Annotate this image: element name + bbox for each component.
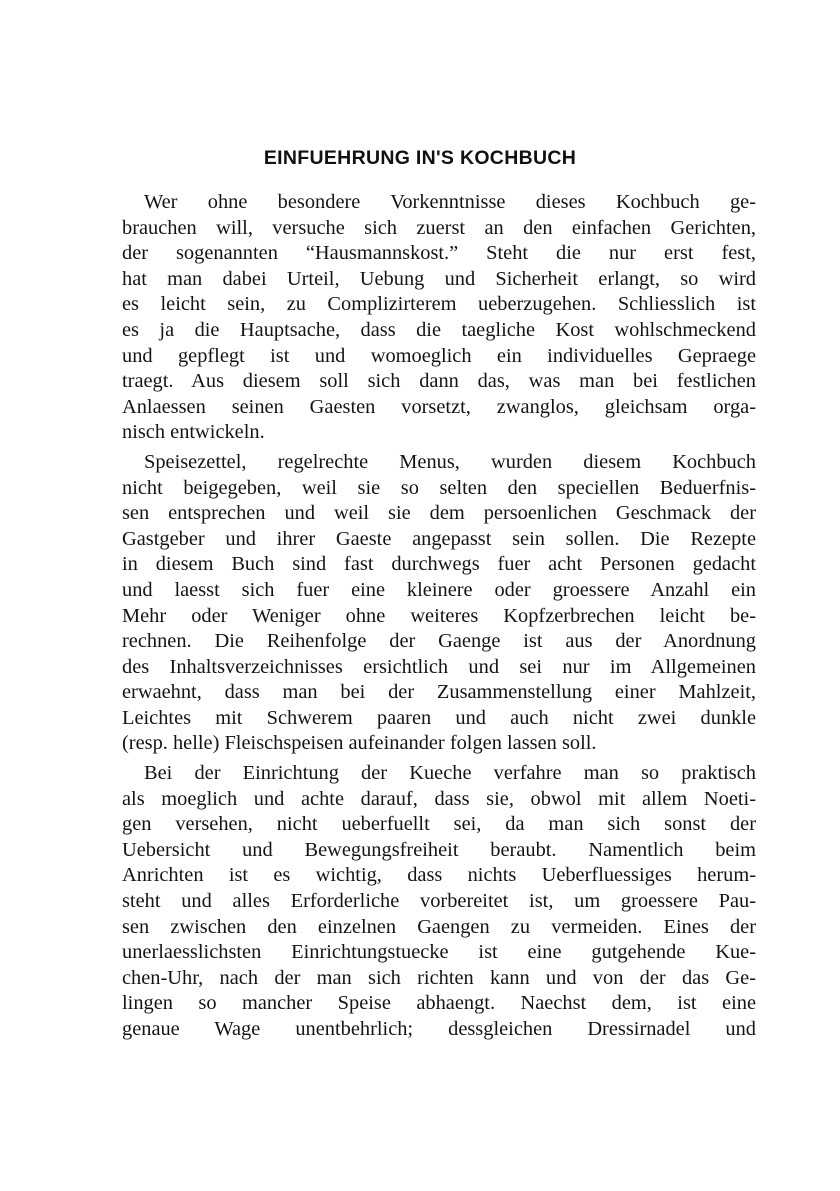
text-line: nicht beigegeben, weil sie so selten den speciellen Beduerfnis- (122, 476, 756, 499)
text-line: rechnen. Die Reihenfolge der Gaenge ist aus der Anordnung (122, 630, 756, 653)
text-line: (resp. helle) Fleischspeisen aufeinander folgen lassen soll. (122, 732, 597, 755)
text-line: Uebersicht und Bewegungsfreiheit beraubt. Namentlich beim (122, 838, 756, 861)
text-line: genaue Wage unentbehrlich; dessgleichen Dressirnadel und (122, 1018, 756, 1040)
text-line: brauchen will, versuche sich zuerst an den einfachen Gerichten, (122, 216, 756, 239)
text-line: gen versehen, nicht ueberfuellt sei, da man sich sonst der (122, 813, 756, 836)
text-line: hat man dabei Urteil, Uebung und Sicherheit erlangt, so wird (122, 267, 756, 290)
body-text (122, 190, 756, 1043)
text-line: es ja die Hauptsache, dass die taegliche Kost wohlschmeckend (122, 318, 756, 341)
text-line: unerlaesslichsten Einrichtungstuecke ist eine gutgehende Kue- (122, 941, 756, 964)
paragraph (122, 190, 756, 446)
text-line: in diesem Buch sind fast durchwegs fuer acht Personen gedacht (122, 553, 756, 576)
text-line: Speisezettel, regelrechte Menus, wurden diesem Kochbuch (144, 450, 756, 473)
text-line: Bei der Einrichtung der Kueche verfahre man so praktisch (144, 762, 756, 785)
text-line: Wer ohne besondere Vorkenntnisse dieses Kochbuch ge- (144, 191, 756, 213)
text-line: Mehr oder Weniger ohne weiteres Kopfzerbrechen leicht be- (122, 604, 756, 627)
text-line: erwaehnt, dass man bei der Zusammenstellung einer Mahlzeit, (122, 681, 756, 704)
text-line: der sogenannten “Hausmannskost.” Steht die nur erst fest, (122, 242, 756, 265)
text-line: lingen so mancher Speise abhaengt. Naechst dem, ist eine (122, 992, 756, 1015)
text-line: als moeglich und achte darauf, dass sie, obwol mit allem Noeti- (122, 787, 756, 810)
text-line: Anrichten ist es wichtig, dass nichts Ueberfluessiges herum- (122, 864, 756, 887)
text-line: und gepflegt ist und womoeglich ein individuelles Gepraege (122, 344, 756, 367)
text-line: des Inhaltsverzeichnisses ersichtlich und sei nur im Allgemeinen (122, 655, 756, 678)
text-line: Leichtes mit Schwerem paaren und auch nicht zwei dunkle (122, 706, 756, 729)
text-line: Anlaessen seinen Gaesten vorsetzt, zwanglos, gleichsam orga- (122, 395, 756, 418)
text-line: steht und alles Erforderliche vorbereitet ist, um groessere Pau- (122, 890, 756, 913)
text-line: und laesst sich fuer eine kleinere oder groessere Anzahl ein (122, 578, 756, 601)
paragraph (122, 761, 756, 1043)
text-line: traegt. Aus diesem soll sich dann das, was man bei festlichen (122, 370, 756, 393)
text-line: es leicht sein, zu Complizirterem ueberzugehen. Schliesslich ist (122, 293, 756, 316)
paragraph (122, 450, 756, 757)
text-line: sen zwischen den einzelnen Gaengen zu vermeiden. Eines der (122, 915, 756, 938)
text-line: sen entsprechen und weil sie dem persoenlichen Geschmack der (122, 502, 756, 525)
text-line: nisch entwickeln. (122, 421, 265, 444)
chapter-title: EINFUEHRUNG IN'S KOCHBUCH (263, 147, 577, 169)
text-line: Gastgeber und ihrer Gaeste angepasst sein sollen. Die Rezepte (122, 527, 756, 550)
text-line: chen-Uhr, nach der man sich richten kann und von der das Ge- (122, 966, 756, 989)
